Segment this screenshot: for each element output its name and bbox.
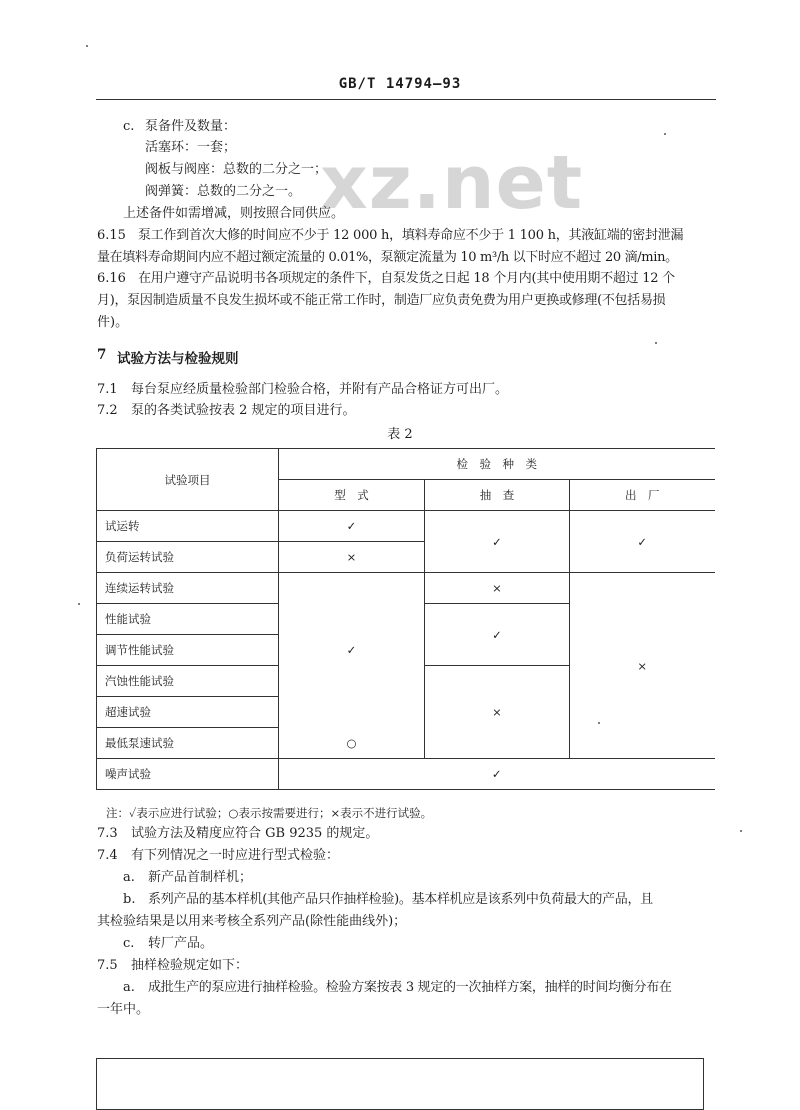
scan-speck (598, 722, 600, 724)
table-2-note: 注：✓表示应进行试验；○表示按需要进行；×表示不进行试验。 (106, 806, 433, 820)
table-2-caption: 表 2 (387, 427, 413, 442)
table-row (97, 573, 715, 604)
scan-speck (86, 45, 88, 47)
clause-7-1-number: 7.1 (97, 382, 118, 397)
row-label: 试运转 (97, 511, 279, 542)
row-label: 超速试验 (97, 697, 279, 728)
section-7-number: 7 (97, 347, 107, 363)
scan-speck (664, 133, 666, 135)
watermark: xz.net (320, 140, 584, 226)
check-mark: ✓ (425, 511, 570, 573)
header-inspection-type: 检 验 种 类 (279, 449, 715, 480)
check-mark: ✓ (279, 573, 425, 728)
clause-7-4-b-continued: 其检验结果是以用来考核全系列产品(除性能曲线外)； (97, 914, 407, 929)
row-label: 连续运转试验 (97, 573, 279, 604)
item-c-line-3: 阀弹簧：总数的二分之一。 (145, 184, 302, 199)
clause-6-15-line-1: 泵工作到首次大修的时间应不少于 12 000 h，填料寿命应不少于 1 100 h，其液缸端的密封泄漏 (138, 228, 684, 243)
check-mark: ✓ (425, 604, 570, 666)
scan-speck (78, 603, 80, 605)
section-7-title: 试验方法与检验规则 (117, 351, 239, 367)
table-2 (96, 448, 715, 790)
header-factory-test: 出 厂 (570, 480, 715, 511)
clause-6-16-line-3: 件)。 (97, 315, 129, 330)
row-label: 噪声试验 (97, 759, 279, 790)
scan-speck (655, 342, 657, 344)
clause-6-15-number: 6.15 (97, 228, 126, 243)
bottom-frame (96, 1058, 704, 1110)
clause-7-1-text: 每台泵应经质量检验部门检验合格，并附有产品合格证方可出厂。 (131, 382, 509, 397)
clause-6-16-line-2: 月)，泵因制造质量不良发生损坏或不能正常工作时，制造厂应负责免费为用户更换或修理(不包括易损 (97, 293, 666, 308)
item-c-label: c. (123, 119, 135, 134)
circle-mark: ○ (279, 728, 425, 759)
header-type-test: 型 式 (279, 480, 425, 511)
clause-7-3-number: 7.3 (97, 826, 118, 841)
clause-7-5-a-label: a. (123, 980, 135, 995)
row-label: 调节性能试验 (97, 635, 279, 666)
header-rule (96, 99, 716, 100)
item-c-line-2: 阀板与阀座：总数的二分之一； (145, 162, 328, 177)
clause-7-4-c-text: 转厂产品。 (148, 936, 214, 951)
header-test-item: 试验项目 (97, 449, 279, 511)
table-row (97, 511, 715, 542)
row-label: 汽蚀性能试验 (97, 666, 279, 697)
check-mark: ✓ (279, 511, 425, 542)
clause-7-3-text: 试验方法及精度应符合 GB 9235 的规定。 (131, 826, 379, 841)
scan-speck (740, 830, 742, 832)
table-row (97, 759, 715, 790)
row-label: 最低泵速试验 (97, 728, 279, 759)
item-c-line-1: 活塞环：一套； (145, 140, 237, 155)
clause-7-4-b-label: b. (123, 892, 136, 907)
clause-7-5-number: 7.5 (97, 958, 118, 973)
clause-7-4-a-label: a. (123, 870, 135, 885)
cross-mark: × (570, 573, 715, 759)
clause-7-5-text: 抽样检验规定如下： (131, 958, 249, 973)
clause-7-4-text: 有下列情况之一时应进行型式检验： (131, 848, 340, 863)
header-sampling-test: 抽 查 (425, 480, 570, 511)
item-c-note: 上述备件如需增减，则按照合同供应。 (123, 206, 345, 221)
clause-7-4-a-text: 新产品首制样机； (148, 870, 253, 885)
clause-7-5-a-text: 成批生产的泵应进行抽样检验。检验方案按表 3 规定的一次抽样方案，抽样的时间均衡分布在 (148, 980, 672, 995)
clause-7-2-number: 7.2 (97, 403, 118, 418)
cross-mark: × (425, 666, 570, 759)
clause-6-16-line-1: 在用户遵守产品说明书各项规定的条件下，自泵发货之日起 18 个月内(其中使用期不超过 12 个 (138, 271, 675, 286)
check-mark: ✓ (570, 511, 715, 573)
clause-7-4-b-text: 系列产品的基本样机(其他产品只作抽样检验)。基本样机应是该系列中负荷最大的产品，且 (148, 892, 653, 907)
check-mark: ✓ (279, 759, 715, 790)
item-c-title: 泵备件及数量： (145, 119, 237, 134)
clause-7-4-c-label: c. (123, 936, 135, 951)
row-label: 性能试验 (97, 604, 279, 635)
clause-6-16-number: 6.16 (97, 271, 126, 286)
standard-number-header: GB/T 14794—93 (338, 76, 462, 92)
clause-7-5-a-continued: 一年中。 (97, 1002, 150, 1017)
clause-6-15-line-2: 量在填料寿命期间内应不超过额定流量的 0.01%，泵额定流量为 10 m³/h 以下时应不超过 20 滴/min。 (97, 250, 678, 265)
clause-7-2-text: 泵的各类试验按表 2 规定的项目进行。 (131, 403, 356, 418)
cross-mark: × (425, 573, 570, 604)
row-label: 负荷运转试验 (97, 542, 279, 573)
table-header-row (97, 449, 715, 480)
clause-7-4-number: 7.4 (97, 848, 118, 863)
cross-mark: × (279, 542, 425, 573)
